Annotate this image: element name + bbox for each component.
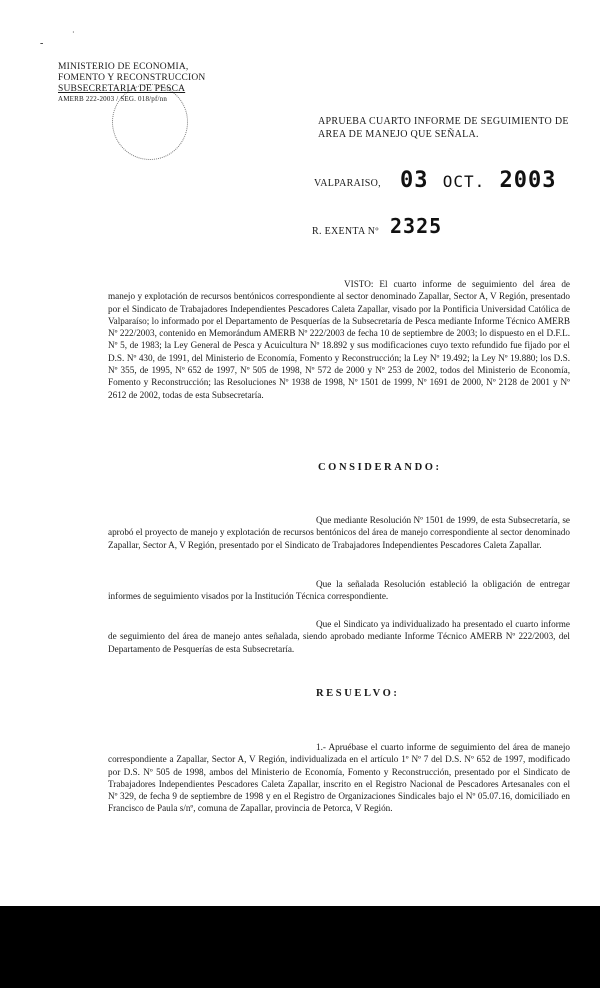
subsecretaria-line: SUBSECRETARIA DE PESCA (58, 84, 186, 94)
letterhead (58, 62, 218, 104)
scan-bottom-bar (0, 906, 600, 988)
date-stamp (400, 168, 557, 193)
considerando-paragraph-2: Que la señalada Resolución estableció la obligación de entregar informes de seguimiento visados por la Institución Técnica correspondiente. (108, 579, 570, 602)
resolution-subject: APRUEBA CUARTO INFORME DE SEGUIMIENTO DE AREA DE MANEJO QUE SEÑALA. (318, 116, 569, 140)
city-label: VALPARAISO, (314, 178, 381, 189)
resuelvo-paragraph-1: 1.- Apruébase el cuarto informe de seguimiento del área de manejo correspondiente a Zapallar, Sector A, V Región, individualizada en el artículo 1º Nº 7 del D.S. Nº 652 de 1997, modificado por D.S. Nº 505 de 1998, ambos del Ministerio de Economía, Fomento y Reconstrucción, presentado por el Sindicato de Trabajadores Independientes Pescadores Caleta Zapallar, inscrito en el Registro Nacional de Pescadores Artesanales con el Nº 329, de fecha 9 de septiembre de 1998 y en el Registro de Organizaciones Sindicales bajo el Nº 05.07.16, domiciliado en Francisco de Paula s/nº, comuna de Zapallar, provincia de Petorca, V Región. (108, 742, 570, 814)
margin-mark: - (40, 38, 44, 49)
considerando-paragraph-1: Que mediante Resolución Nº 1501 de 1999, de esta Subsecretaría, se aprobó el proyecto de manejo y explotación de recursos bentónicos del área de manejo correspondiente al sector denominado Zapallar, Sector A, V Región, presentado por el Sindicato de Trabajadores Independientes Pescadores Caleta Zapallar. (108, 515, 570, 550)
resuelvo-heading: RESUELVO: (316, 688, 400, 699)
reference-code: AMERB 222-2003 / SEG. 018/pf/nn (58, 95, 168, 103)
exenta-number: 2325 (390, 214, 443, 238)
date-day: 03 (400, 168, 429, 193)
margin-dot: · (72, 28, 75, 37)
considerando-heading: CONSIDERANDO: (318, 462, 442, 473)
exenta-label: R. EXENTA Nº (312, 226, 379, 237)
visto-paragraph: VISTO: El cuarto informe de seguimiento del área de manejo y explotación de recursos bentónicos correspondiente al sector denominado Zapallar, Sector A, V Región, presentado por el Sindicato de Trabajadores Independientes Pescadores Caleta Zapallar, visado por la Pontificia Universidad Católica de Valparaíso; lo informado por el Departamento de Pesquerías de la Subsecretaría de Pesca mediante Informe Técnico AMERB Nº 222/2003, contenido en Memorándum AMERB Nº 222/2003 de fecha 10 de septiembre de 2003; lo dispuesto en el D.F.L. Nº 5, de 1983; la Ley General de Pesca y Acuicultura Nº 18.892 y sus modificaciones cuyo texto refundido fue fijado por el D.S. Nº 430, de 1991, del Ministerio de Economía, Fomento y Reconstrucción; la Ley Nº 19.492; la Ley Nº 19.880; los D.S. Nº 355, de 1995, Nº 652 de 1997, Nº 505 de 1998, Nº 572 de 2000 y Nº 253 de 2002, todos del Ministerio de Economía, Fomento y Reconstrucción; las Resoluciones Nº 1938 de 1998, Nº 1501 de 1999, Nº 1691 de 2000, Nº 2128 de 2001 y Nº 2612 de 2002, todas de esta Subsecretaría. (108, 279, 570, 400)
date-year: 2003 (499, 168, 557, 193)
date-month: OCT. (442, 172, 486, 191)
considerando-paragraph-3: Que el Sindicato ya individualizado ha presentado el cuarto informe de seguimiento del área de manejo antes señalada, siendo aprobado mediante Informe Técnico AMERB Nº 222/2003, del Departamento de Pesquerías de esta Subsecretaría. (108, 619, 570, 654)
ministry-line-1: MINISTERIO DE ECONOMIA, (58, 62, 189, 72)
ministry-line-2: FOMENTO Y RECONSTRUCCION (58, 73, 206, 83)
